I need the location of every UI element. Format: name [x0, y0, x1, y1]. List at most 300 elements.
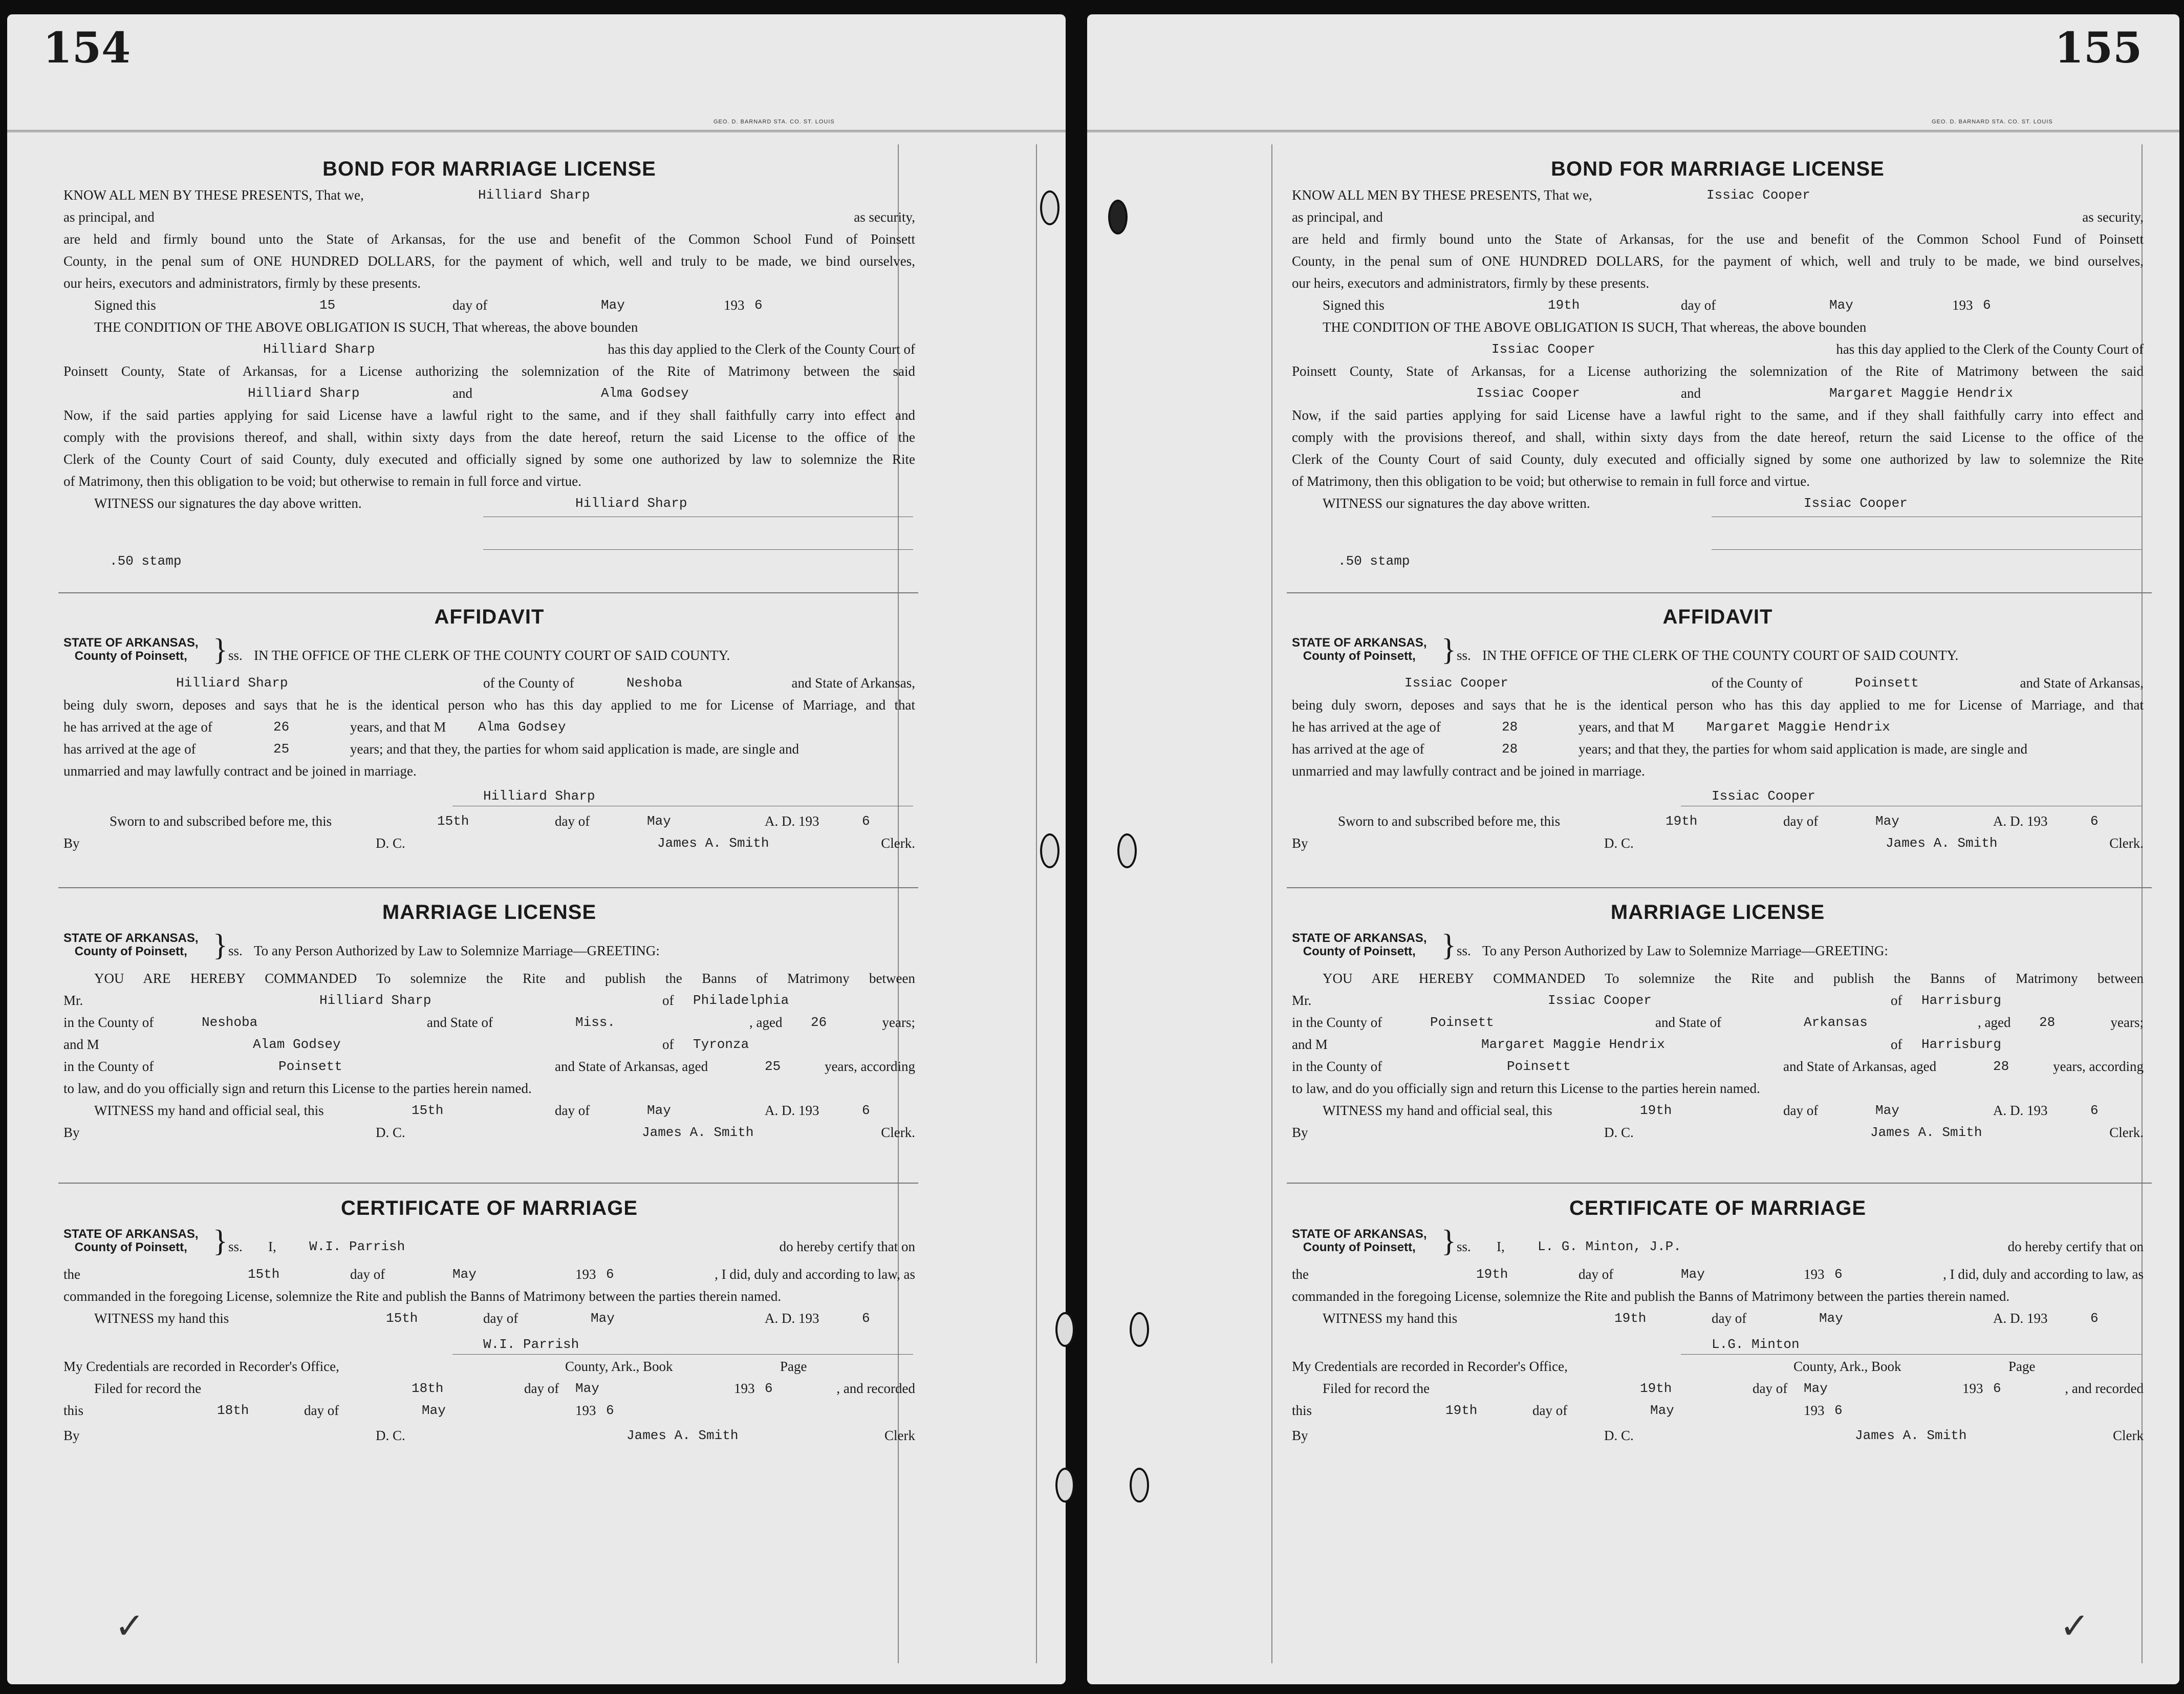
printed-text: A. D. 193	[765, 813, 819, 829]
witness-year: 6	[862, 1311, 870, 1326]
officiant-name: L. G. Minton, J.P.	[1538, 1239, 1681, 1254]
printed-text: and M	[63, 1037, 99, 1052]
printed-text: in the County of	[1292, 1059, 1382, 1074]
printed-text: A. D. 193	[765, 1103, 819, 1118]
printed-text: and State of Arkansas, aged	[1783, 1059, 1937, 1074]
printed-text: years; and that they, the parties for whom said application is made, are single and	[350, 741, 799, 757]
affiant-county: Poinsett	[1855, 675, 1919, 691]
printed-text: being duly sworn, deposes and says that he is the identical person who has this day applied to me for License of Marriage, and that	[1292, 697, 2144, 713]
printed-text: of Matrimony, then this obligation to be void; but otherwise to remain in full force and virtue.	[1292, 474, 1810, 489]
marriage-month: May	[1681, 1267, 1705, 1282]
groom-age: 26	[811, 1015, 827, 1030]
printed-text: KNOW ALL MEN BY THESE PRESENTS, That we,	[1292, 187, 1592, 203]
printed-text: has arrived at the age of	[63, 741, 196, 757]
printed-text: and State of	[427, 1015, 493, 1030]
binder-hole-icon	[1117, 833, 1137, 868]
printed-text: 193	[1962, 1381, 1983, 1396]
printed-text: the	[1292, 1267, 1309, 1282]
printed-text: WITNESS my hand this	[94, 1311, 229, 1326]
filed-year: 6	[1993, 1381, 2001, 1396]
printed-text: By	[63, 1125, 80, 1140]
printed-text: of	[1891, 993, 1902, 1008]
printed-text: of the County of	[483, 675, 574, 691]
printed-text: 193	[734, 1381, 755, 1396]
printed-text: County, in the penal sum of ONE HUNDRED DOLLARS, for the payment of which, well and truly to be made, we bind ourselves,	[1292, 253, 2144, 269]
printed-text: D. C.	[376, 1428, 405, 1443]
printed-text: years, and that M	[1578, 719, 1675, 735]
county-label: County of Poinsett,	[1303, 649, 1416, 663]
affiant-signature: Issiac Cooper	[1712, 788, 1815, 804]
bond-title: BOND FOR MARRIAGE LICENSE	[1551, 158, 1885, 180]
groom-age: 28	[2039, 1015, 2056, 1030]
sworn-month: May	[647, 813, 671, 829]
clerk-name: James A. Smith	[626, 1428, 739, 1443]
printed-text: day of	[1712, 1311, 1747, 1326]
check-mark-icon: ✓	[115, 1605, 145, 1647]
printed-text: day of	[304, 1403, 339, 1418]
printed-text: as principal, and	[1292, 209, 1383, 225]
printed-text: Clerk.	[2109, 1125, 2144, 1140]
printed-text: D. C.	[1604, 1125, 1634, 1140]
certificate-title: CERTIFICATE OF MARRIAGE	[1569, 1197, 1866, 1219]
license-year: 6	[2090, 1103, 2099, 1118]
printed-text: comply with the provisions thereof, and shall, within sixty days from the date hereof, return the said License to the office of the	[1292, 430, 2144, 445]
printed-text: do hereby certify that on	[779, 1239, 915, 1254]
ss-label: ss.	[228, 1239, 243, 1254]
groom-county: Neshoba	[202, 1015, 258, 1030]
printed-text: YOU ARE HEREBY COMMANDED To solemnize the Rite and publish the Banns of Matrimony between	[94, 971, 915, 986]
state-label: STATE OF ARKANSAS,	[1292, 636, 1427, 650]
printed-text: My Credentials are recorded in Recorder's Office,	[63, 1359, 339, 1374]
section-divider	[58, 1183, 918, 1184]
printed-text: , I did, duly and according to law, as	[715, 1267, 915, 1282]
printed-text: our heirs, executors and administrators, firmly by these presents.	[1292, 275, 1650, 291]
brace-icon: }	[1441, 928, 1456, 962]
header-rule	[1087, 130, 2179, 132]
printed-text: Page	[780, 1359, 807, 1374]
clerk-name: James A. Smith	[1855, 1428, 1967, 1443]
bride-town: Tyronza	[693, 1037, 749, 1052]
license-year: 6	[862, 1103, 870, 1118]
printed-text: to law, and do you officially sign and return this License to the parties herein named.	[1292, 1081, 1760, 1096]
printed-text: Clerk of the County Court of said County, duly executed and officially signed by some one authorized by law to solemnize the Rite	[63, 452, 915, 467]
margin-line	[1036, 144, 1037, 1663]
page-number: 154	[43, 24, 131, 73]
sworn-month: May	[1875, 813, 1899, 829]
printed-text: to law, and do you officially sign and return this License to the parties herein named.	[63, 1081, 532, 1096]
groom-name: Issiac Cooper	[1476, 385, 1580, 401]
groom-name: Hilliard Sharp	[319, 993, 431, 1008]
printed-text: of	[662, 1037, 674, 1052]
witness-month: May	[1819, 1311, 1843, 1326]
printed-text: WITNESS our signatures the day above written.	[94, 496, 362, 511]
officiant-signature: L.G. Minton	[1712, 1337, 1800, 1352]
printed-text: WITNESS my hand and official seal, this	[1323, 1103, 1552, 1118]
recorded-month: May	[422, 1403, 446, 1418]
section-divider	[58, 592, 918, 593]
printed-text: A. D. 193	[765, 1311, 819, 1326]
county-label: County of Poinsett,	[74, 1240, 187, 1254]
certificate-title: CERTIFICATE OF MARRIAGE	[340, 1197, 638, 1219]
printed-text: IN THE OFFICE OF THE CLERK OF THE COUNTY COURT OF SAID COUNTY.	[254, 648, 730, 663]
printed-text: IN THE OFFICE OF THE CLERK OF THE COUNTY COURT OF SAID COUNTY.	[1482, 648, 1959, 663]
signature-line	[483, 549, 913, 550]
sworn-year: 6	[2090, 813, 2099, 829]
section-divider	[1287, 592, 2152, 593]
printed-text: I,	[268, 1239, 276, 1254]
affidavit-section	[1292, 602, 2144, 854]
printed-text: Filed for record the	[94, 1381, 202, 1396]
printed-text: and State of Arkansas, aged	[555, 1059, 708, 1074]
clerk-name: James A. Smith	[657, 835, 769, 851]
printed-text: Signed this	[94, 297, 156, 313]
printed-text: Clerk	[2113, 1428, 2144, 1443]
bride-name: Margaret Maggie Hendrix	[1706, 719, 1890, 735]
groom-town: Philadelphia	[693, 993, 789, 1008]
printed-text: years;	[882, 1015, 915, 1030]
affidavit-title: AFFIDAVIT	[434, 606, 545, 628]
printed-text: , aged	[749, 1015, 783, 1030]
state-county-heading	[63, 932, 199, 958]
brace-icon: }	[213, 928, 228, 962]
certificate-section	[1292, 1193, 2144, 1447]
printed-text: 193	[1804, 1403, 1825, 1418]
bond-day: 19th	[1548, 297, 1580, 313]
clerk-name: James A. Smith	[642, 1125, 754, 1140]
groom-town: Harrisburg	[1921, 993, 2002, 1008]
printer-imprint: GEO. D. BARNARD STA. CO. ST. LOUIS	[1932, 119, 2053, 125]
printed-text: in the County of	[63, 1059, 154, 1074]
printed-text: Mr.	[1292, 993, 1312, 1008]
printed-text: , aged	[1978, 1015, 2011, 1030]
bride-county: Poinsett	[1507, 1059, 1571, 1074]
county-label: County of Poinsett,	[74, 649, 187, 663]
printed-text: he has arrived at the age of	[63, 719, 212, 735]
recorded-day: 18th	[217, 1403, 249, 1418]
affiant-name: Hilliard Sharp	[176, 675, 288, 691]
page-number: 155	[2055, 24, 2143, 73]
binder-hole-icon	[1130, 1312, 1149, 1347]
printed-text: unmarried and may lawfully contract and be joined in marriage.	[1292, 763, 1645, 779]
state-label: STATE OF ARKANSAS,	[63, 931, 199, 945]
state-label: STATE OF ARKANSAS,	[1292, 1227, 1427, 1241]
bond-section	[63, 154, 915, 572]
printed-text: 193	[724, 297, 745, 313]
printed-text: he has arrived at the age of	[1292, 719, 1441, 735]
printed-text: being duly sworn, deposes and says that he is the identical person who has this day applied to me for License of Marriage, and that	[63, 697, 915, 713]
printed-text: By	[1292, 1428, 1308, 1443]
printed-text: Sworn to and subscribed before me, this	[110, 813, 332, 829]
printed-text: of Matrimony, then this obligation to be void; but otherwise to remain in full force and virtue.	[63, 474, 582, 489]
bond-year: 6	[1983, 297, 1991, 313]
printed-text: commanded in the foregoing License, solemnize the Rite and publish the Banns of Matrimony between the parties therein named.	[1292, 1289, 2010, 1304]
printed-text: 193	[1804, 1267, 1825, 1282]
state-label: STATE OF ARKANSAS,	[63, 1227, 199, 1241]
printed-text: WITNESS our signatures the day above written.	[1323, 496, 1590, 511]
bride-name: Margaret Maggie Hendrix	[1829, 385, 2013, 401]
bond-month: May	[1829, 297, 1853, 313]
filed-month: May	[1804, 1381, 1828, 1396]
ss-label: ss.	[228, 943, 243, 958]
printed-text: day of	[1578, 1267, 1614, 1282]
officiant-name: W.I. Parrish	[309, 1239, 405, 1254]
printed-text: To any Person Authorized by Law to Solemnize Marriage—GREETING:	[1482, 943, 1888, 958]
bride-town: Harrisburg	[1921, 1037, 2002, 1052]
bounden-name: Issiac Cooper	[1491, 341, 1595, 357]
groom-age: 28	[1502, 719, 1518, 735]
clerk-name: James A. Smith	[1886, 835, 1998, 851]
groom-county: Poinsett	[1430, 1015, 1494, 1030]
marriage-day: 15th	[248, 1267, 280, 1282]
printed-text: D. C.	[1604, 1428, 1634, 1443]
printed-text: A. D. 193	[1993, 1103, 2048, 1118]
bond-day: 15	[319, 297, 336, 313]
printed-text: A. D. 193	[1993, 813, 2048, 829]
printed-text: Clerk.	[881, 1125, 915, 1140]
printed-text: KNOW ALL MEN BY THESE PRESENTS, That we,	[63, 187, 364, 203]
printed-text: are held and firmly bound unto the State of Arkansas, for the use and benefit of the Common School Fund of Poinsett	[1292, 231, 2144, 247]
bride-name: Alma Godsey	[601, 385, 689, 401]
marriage-month: May	[452, 1267, 477, 1282]
marriage-day: 19th	[1476, 1267, 1508, 1282]
printed-text: and State of Arkansas,	[2020, 675, 2144, 691]
printed-text: Poinsett County, State of Arkansas, for a License authorizing the solemnization of the Rite of Matrimony between the said	[1292, 363, 2144, 379]
signature-line	[1712, 549, 2142, 550]
printed-text: County, in the penal sum of ONE HUNDRED DOLLARS, for the payment of which, well and truly to be made, we bind ourselves,	[63, 253, 915, 269]
printed-text: 193	[575, 1267, 596, 1282]
binder-hole-icon	[1040, 833, 1059, 868]
printed-text: WITNESS my hand and official seal, this	[94, 1103, 324, 1118]
brace-icon: }	[213, 1224, 228, 1258]
header-rule	[7, 130, 1066, 132]
bounden-name: Hilliard Sharp	[263, 341, 375, 357]
bride-age: 25	[273, 741, 290, 757]
printed-text: and	[1681, 385, 1701, 401]
printed-text: By	[63, 835, 80, 851]
bride-age: 25	[765, 1059, 781, 1074]
license-day: 19th	[1640, 1103, 1672, 1118]
printed-text: , and recorded	[2065, 1381, 2144, 1396]
state-county-heading	[63, 636, 199, 663]
groom-name: Hilliard Sharp	[248, 385, 360, 401]
principal-name: Issiac Cooper	[1706, 187, 1810, 203]
printed-text: day of	[1532, 1403, 1568, 1418]
principal-signature: Issiac Cooper	[1804, 496, 1908, 511]
printed-text: By	[1292, 835, 1308, 851]
bride-name: Alam Godsey	[253, 1037, 341, 1052]
printed-text: has arrived at the age of	[1292, 741, 1424, 757]
sworn-day: 19th	[1666, 813, 1698, 829]
margin-line	[1271, 144, 1272, 1663]
printed-text: has this day applied to the Clerk of the County Court of	[608, 341, 915, 357]
groom-name: Issiac Cooper	[1548, 993, 1652, 1008]
witness-month: May	[591, 1311, 615, 1326]
signature-line	[1681, 1354, 2142, 1355]
state-label: STATE OF ARKANSAS,	[63, 636, 199, 650]
printed-text: To any Person Authorized by Law to Solemnize Marriage—GREETING:	[254, 943, 660, 958]
filed-month: May	[575, 1381, 599, 1396]
ss-label: ss.	[1457, 943, 1471, 958]
bond-year: 6	[754, 297, 763, 313]
printed-text: D. C.	[376, 835, 405, 851]
ss-label: ss.	[1457, 648, 1471, 663]
printed-text: YOU ARE HEREBY COMMANDED To solemnize the Rite and publish the Banns of Matrimony between	[1323, 971, 2144, 986]
printed-text: County, Ark., Book	[1793, 1359, 1901, 1374]
printed-text: day of	[1783, 1103, 1819, 1118]
printed-text: Filed for record the	[1323, 1381, 1430, 1396]
printed-text: Page	[2008, 1359, 2036, 1374]
affiant-signature: Hilliard Sharp	[483, 788, 595, 804]
printed-text: day of	[555, 813, 590, 829]
printed-text: are held and firmly bound unto the State of Arkansas, for the use and benefit of the Common School Fund of Poinsett	[63, 231, 915, 247]
printed-text: Clerk	[884, 1428, 915, 1443]
state-label: STATE OF ARKANSAS,	[1292, 931, 1427, 945]
printed-text: years, according	[2053, 1059, 2144, 1074]
witness-day: 19th	[1614, 1311, 1647, 1326]
printed-text: day of	[524, 1381, 559, 1396]
printed-text: years, according	[825, 1059, 915, 1074]
printed-text: , and recorded	[836, 1381, 915, 1396]
license-title: MARRIAGE LICENSE	[382, 901, 597, 924]
bond-title: BOND FOR MARRIAGE LICENSE	[322, 158, 656, 180]
printed-text: day of	[350, 1267, 385, 1282]
state-county-heading	[63, 1228, 199, 1254]
printed-text: unmarried and may lawfully contract and be joined in marriage.	[63, 763, 417, 779]
groom-age: 26	[273, 719, 290, 735]
printed-text: Poinsett County, State of Arkansas, for a License authorizing the solemnization of the Rite of Matrimony between the said	[63, 363, 915, 379]
printed-text: and State of	[1655, 1015, 1721, 1030]
groom-state: Arkansas	[1804, 1015, 1868, 1030]
printed-text: of	[662, 993, 674, 1008]
printed-text: 193	[575, 1403, 596, 1418]
printed-text: and M	[1292, 1037, 1328, 1052]
section-divider	[1287, 1183, 2152, 1184]
brace-icon: }	[1441, 1224, 1456, 1258]
affidavit-section	[63, 602, 915, 854]
bond-month: May	[601, 297, 625, 313]
printed-text: years; and that they, the parties for whom said application is made, are single and	[1578, 741, 2027, 757]
printed-text: years;	[2110, 1015, 2144, 1030]
license-day: 15th	[412, 1103, 444, 1118]
recorded-year: 6	[1834, 1403, 1843, 1418]
sworn-year: 6	[862, 813, 870, 829]
printed-text: THE CONDITION OF THE ABOVE OBLIGATION IS SUCH, That whereas, the above bounden	[94, 319, 638, 335]
printed-text: and State of Arkansas,	[791, 675, 915, 691]
affiant-name: Issiac Cooper	[1404, 675, 1508, 691]
license-title: MARRIAGE LICENSE	[1610, 901, 1825, 924]
witness-day: 15th	[386, 1311, 418, 1326]
state-county-heading	[1292, 932, 1427, 958]
state-county-heading	[1292, 636, 1427, 663]
printed-text: Clerk.	[881, 835, 915, 851]
affiant-county: Neshoba	[626, 675, 683, 691]
revenue-stamp-note: .50 stamp	[110, 553, 182, 569]
printed-text: as security,	[2082, 209, 2144, 225]
printed-text: as principal, and	[63, 209, 155, 225]
printed-text: Now, if the said parties applying for said License have a lawful right to the same, and if they shall faithfully carry into effect and	[63, 408, 915, 423]
printed-text: comply with the provisions thereof, and shall, within sixty days from the date hereof, return the said License to the office of the	[63, 430, 915, 445]
recorded-year: 6	[606, 1403, 614, 1418]
printed-text: day of	[1783, 813, 1819, 829]
filed-year: 6	[765, 1381, 773, 1396]
license-section	[63, 897, 915, 1144]
brace-icon: }	[1441, 633, 1456, 667]
printed-text: THE CONDITION OF THE ABOVE OBLIGATION IS SUCH, That whereas, the above bounden	[1323, 319, 1867, 335]
printed-text: our heirs, executors and administrators, firmly by these presents.	[63, 275, 421, 291]
printed-text: Mr.	[63, 993, 83, 1008]
printed-text: Signed this	[1323, 297, 1385, 313]
filed-day: 18th	[412, 1381, 444, 1396]
principal-name: Hilliard Sharp	[478, 187, 590, 203]
printed-text: day of	[483, 1311, 518, 1326]
witness-year: 6	[2090, 1311, 2099, 1326]
officiant-signature: W.I. Parrish	[483, 1337, 579, 1352]
printed-text: Clerk of the County Court of said County, duly executed and officially signed by some one authorized by law to solemnize the Rite	[1292, 452, 2144, 467]
license-month: May	[1875, 1103, 1899, 1118]
recorded-month: May	[1650, 1403, 1674, 1418]
bride-age: 28	[1502, 741, 1518, 757]
printed-text: A. D. 193	[1993, 1311, 2048, 1326]
marriage-year: 6	[1834, 1267, 1843, 1282]
printed-text: day of	[1681, 297, 1716, 313]
state-county-heading	[1292, 1228, 1427, 1254]
printed-text: do hereby certify that on	[2007, 1239, 2144, 1254]
bride-county: Poinsett	[278, 1059, 342, 1074]
printed-text: this	[1292, 1403, 1312, 1418]
printed-text: in the County of	[63, 1015, 154, 1030]
printed-text: of the County of	[1712, 675, 1803, 691]
printed-text: the	[63, 1267, 80, 1282]
printed-text: Clerk.	[2109, 835, 2144, 851]
binder-hole-icon	[1108, 200, 1128, 234]
printed-text: My Credentials are recorded in Recorder's Office,	[1292, 1359, 1568, 1374]
printed-text: , I did, duly and according to law, as	[1943, 1267, 2144, 1282]
printed-text: By	[63, 1428, 80, 1443]
check-mark-icon: ✓	[2060, 1605, 2090, 1647]
printed-text: County, Ark., Book	[565, 1359, 673, 1374]
printed-text: commanded in the foregoing License, solemnize the Rite and publish the Banns of Matrimony between the parties therein named.	[63, 1289, 782, 1304]
county-label: County of Poinsett,	[1303, 945, 1416, 958]
county-label: County of Poinsett,	[1303, 1240, 1416, 1254]
printed-text: I,	[1497, 1239, 1505, 1254]
bride-name: Alma Godsey	[478, 719, 566, 735]
groom-state: Miss.	[575, 1015, 616, 1030]
principal-signature: Hilliard Sharp	[575, 496, 687, 511]
printed-text: day of	[452, 297, 488, 313]
filed-day: 19th	[1640, 1381, 1672, 1396]
printer-imprint: GEO. D. BARNARD STA. CO. ST. LOUIS	[713, 119, 835, 125]
recorded-day: 19th	[1445, 1403, 1478, 1418]
printed-text: Sworn to and subscribed before me, this	[1338, 813, 1561, 829]
printed-text: day of	[555, 1103, 590, 1118]
bride-age: 28	[1993, 1059, 2009, 1074]
printed-text: as security,	[854, 209, 915, 225]
printed-text: 193	[1952, 297, 1973, 313]
printed-text: has this day applied to the Clerk of the County Court of	[1836, 341, 2144, 357]
license-month: May	[647, 1103, 671, 1118]
brace-icon: }	[213, 633, 228, 667]
printed-text: By	[1292, 1125, 1308, 1140]
section-divider	[58, 887, 918, 888]
bride-name: Margaret Maggie Hendrix	[1481, 1037, 1665, 1052]
binder-hole-icon	[1040, 190, 1059, 225]
printed-text: day of	[1753, 1381, 1788, 1396]
license-section	[1292, 897, 2144, 1144]
printed-text: years, and that M	[350, 719, 446, 735]
affidavit-title: AFFIDAVIT	[1662, 606, 1773, 628]
ss-label: ss.	[1457, 1239, 1471, 1254]
section-divider	[1287, 887, 2152, 888]
